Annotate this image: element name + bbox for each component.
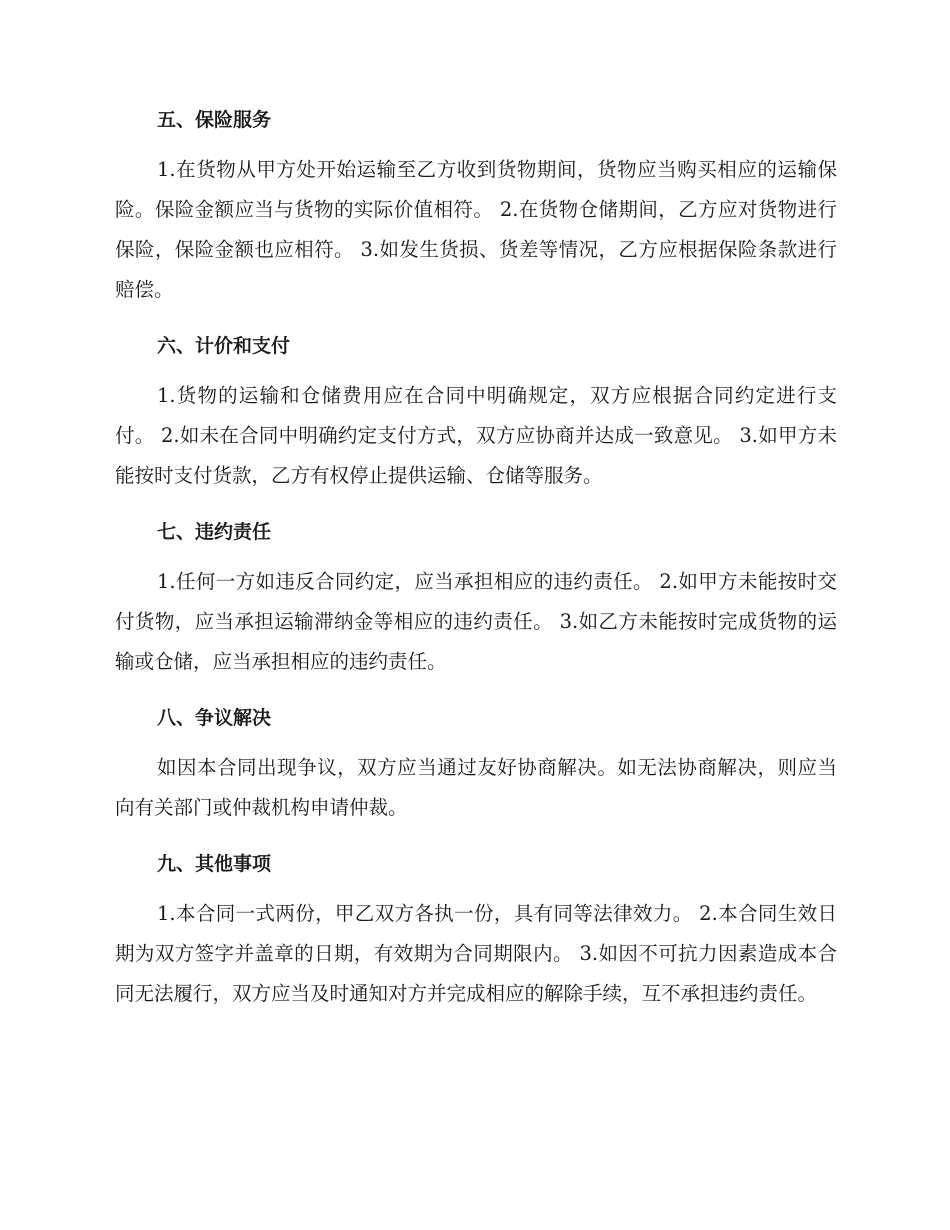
section-heading: 六、计价和支付 <box>157 335 291 357</box>
section-paragraph: 如因本合同出现争议，双方应当通过友好协商解决。如无法协商解决，则应当向有关部门或仲裁机构申请仲裁。 <box>115 756 837 819</box>
section-paragraph: 1.本合同一式两份，甲乙双方各执一份，具有同等法律效力。 2.本合同生效日期为双方签字并盖章的日期，有效期为合同期限内。 3.如因不可抗力因素造成本合同无法履行，双方应当及时通知对方并完成相应的解除手续，互不承担违约责任。 <box>115 902 837 1005</box>
section-pricing-and-payment <box>115 332 837 496</box>
section-heading: 九、其他事项 <box>157 853 272 875</box>
section-heading: 七、违约责任 <box>157 521 272 543</box>
section-dispute-resolution <box>115 704 837 828</box>
section-paragraph: 1.任何一方如违反合同约定，应当承担相应的违约责任。 2.如甲方未能按时交付货物，应当承担运输滞纳金等相应的违约责任。 3.如乙方未能按时完成货物的运输或仓储，应当承担相应的违约责任。 <box>115 570 837 673</box>
section-paragraph: 1.在货物从甲方处开始运输至乙方收到货物期间，货物应当购买相应的运输保险。保险金额应当与货物的实际价值相符。 2.在货物仓储期间，乙方应对货物进行保险，保险金额也应相符。 3.如发生货损、货差等情况，乙方应根据保险条款进行赔偿。 <box>115 158 837 301</box>
section-heading: 五、保险服务 <box>157 109 272 131</box>
section-insurance-services <box>115 106 837 310</box>
section-paragraph: 1.货物的运输和仓储费用应在合同中明确规定，双方应根据合同约定进行支付。 2.如未在合同中明确约定支付方式，双方应协商并达成一致意见。 3.如甲方未能按时支付货款，乙方有权停止提供运输、仓储等服务。 <box>115 384 837 487</box>
document-body <box>115 106 837 1036</box>
section-heading: 八、争议解决 <box>157 707 272 729</box>
section-breach-liability <box>115 518 837 682</box>
section-other-matters <box>115 850 837 1014</box>
